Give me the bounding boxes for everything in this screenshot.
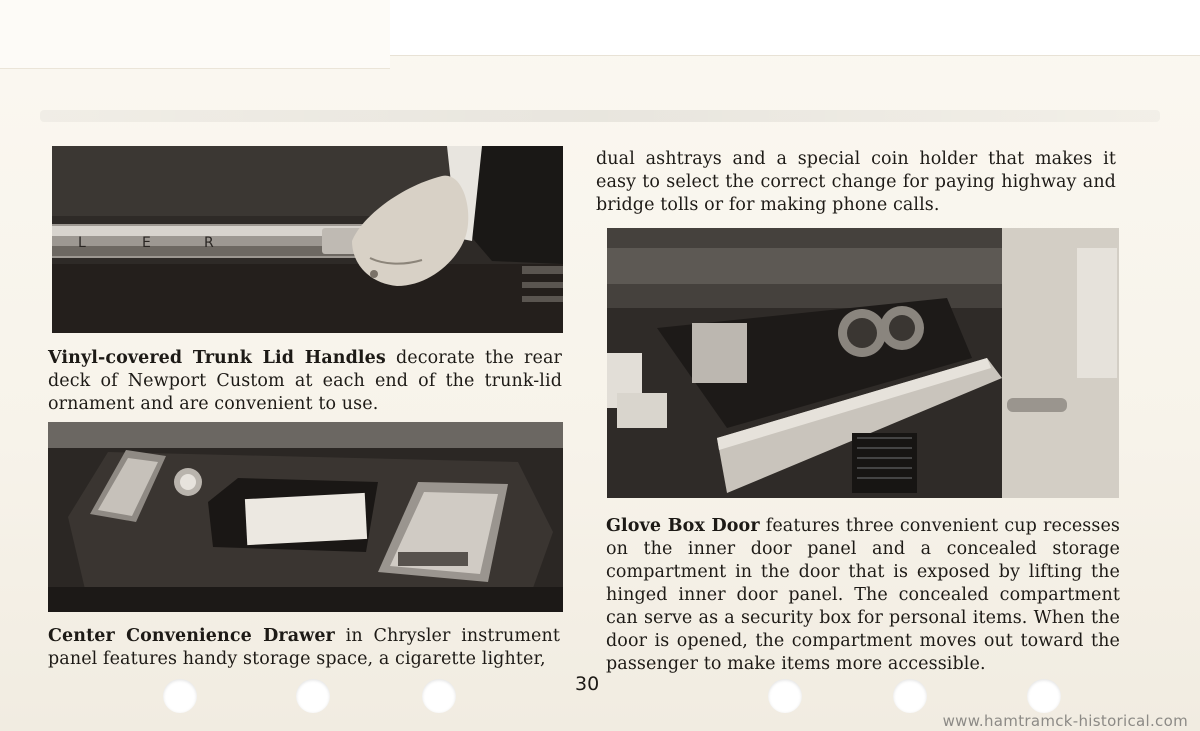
caption-heading: Glove Box Door: [606, 516, 760, 536]
emblem-letter: L: [78, 235, 86, 251]
emblem-letter: R: [204, 235, 214, 251]
caption-heading: Center Convenience Drawer: [48, 626, 335, 646]
punch-hole: [296, 679, 330, 713]
bleed-through-text: [40, 110, 1160, 122]
center-drawer-photo: [48, 422, 563, 612]
punch-hole: [1027, 679, 1061, 713]
trunk-lid-illustration: [52, 146, 563, 333]
glove-box-caption: [606, 515, 1120, 676]
center-drawer-illustration: [48, 422, 563, 612]
punch-hole: [768, 679, 802, 713]
trunk-lid-handle-photo: [52, 146, 563, 333]
punch-hole: [422, 679, 456, 713]
caption-body: features three convenient cup recesses on the inner door panel and a concealed storage compartment in the door that is exposed by lifting the hinged inner door panel. The concealed compartment can serve as a security box for personal items. When the door is opened, the compartment moves out toward the passenger to make items more accessible.: [606, 516, 1120, 674]
caption-heading: Vinyl-covered Trunk Lid Handles: [48, 348, 386, 368]
torn-tab-strip: [0, 0, 390, 69]
coin-holder-caption: [596, 148, 1116, 217]
caption-body: in Chrysler instrument panel features handy storage space, a cigarette lighter,: [48, 626, 560, 669]
glove-box-illustration: [607, 228, 1119, 498]
caption-body: decorate the rear deck of Newport Custom at each end of the trunk-lid ornament and are convenient to use.: [48, 348, 562, 414]
center-drawer-caption: [48, 625, 560, 671]
site-watermark: www.hamtramck-historical.com: [942, 712, 1188, 730]
punch-hole: [163, 679, 197, 713]
trunk-lid-caption: [48, 347, 562, 416]
emblem-letter: E: [142, 235, 151, 251]
caption-body: dual ashtrays and a special coin holder that makes it easy to select the correct change for paying highway and bridge tolls or for making phone calls.: [596, 149, 1116, 215]
page-top-edge: [390, 0, 1200, 56]
punch-hole: [893, 679, 927, 713]
page-number: 30: [575, 673, 600, 695]
glove-box-photo: [607, 228, 1119, 498]
